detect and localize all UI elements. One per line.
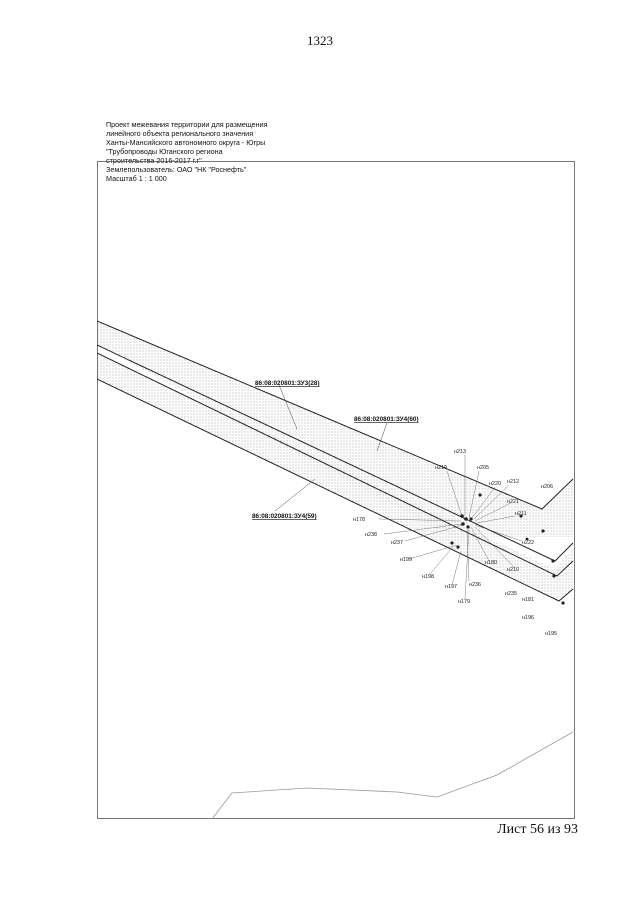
point-label: н179 xyxy=(458,599,470,605)
point-label: н181 xyxy=(522,597,534,603)
point-label: н205 xyxy=(477,465,489,471)
title-line: линейного объекта регионального значения xyxy=(106,129,254,138)
point-label: н219 xyxy=(435,465,447,471)
point-label: н221 xyxy=(507,499,519,505)
point-label: н222 xyxy=(522,540,534,546)
point-label: н213 xyxy=(454,449,466,455)
sheet-counter: Лист 56 из 93 xyxy=(497,822,578,837)
outer-contour xyxy=(212,732,573,819)
point-label: н212 xyxy=(507,479,519,485)
point-label: н180 xyxy=(485,560,497,566)
title-line: "Трубопроводы Юганского региона xyxy=(106,147,223,156)
land-user: Землепользователь: ОАО "НК "Роснефть" xyxy=(106,165,247,174)
point-label: н195 xyxy=(545,631,557,637)
title-line: Ханты-Мансийского автономного округа - Югры xyxy=(106,138,266,147)
point-label: н197 xyxy=(445,584,457,590)
corridor-strip-lower xyxy=(97,353,573,601)
point-label: н211 xyxy=(515,511,527,517)
corridor-strip-upper xyxy=(97,321,573,537)
parcel-label: 86:08:020801:ЗУ4(60) xyxy=(354,416,419,423)
point-label: н198 xyxy=(422,574,434,580)
point-label: н238 xyxy=(365,532,377,538)
point-label: н206 xyxy=(541,484,553,490)
point-label: н236 xyxy=(469,582,481,588)
point-label: н235 xyxy=(505,591,517,597)
parcel-label: 86:08:020801:ЗУ4(59) xyxy=(252,513,317,520)
page-number: 1323 xyxy=(307,33,333,48)
point-label: н237 xyxy=(391,540,403,546)
map-drawing xyxy=(97,161,575,819)
point-label: н196 xyxy=(522,615,534,621)
scale-label: Масштаб 1 : 1 000 xyxy=(106,174,167,183)
point-label: н199 xyxy=(400,557,412,563)
point-label: н178 xyxy=(353,517,365,523)
point-label: н210 xyxy=(507,567,519,573)
parcel-label: 86:08:020801:ЗУ3(28) xyxy=(255,380,320,387)
title-line: строительства 2016-2017 г.г" xyxy=(106,156,202,165)
point-label: н220 xyxy=(489,481,501,487)
title-line: Проект межевания территории для размещения xyxy=(106,120,268,129)
